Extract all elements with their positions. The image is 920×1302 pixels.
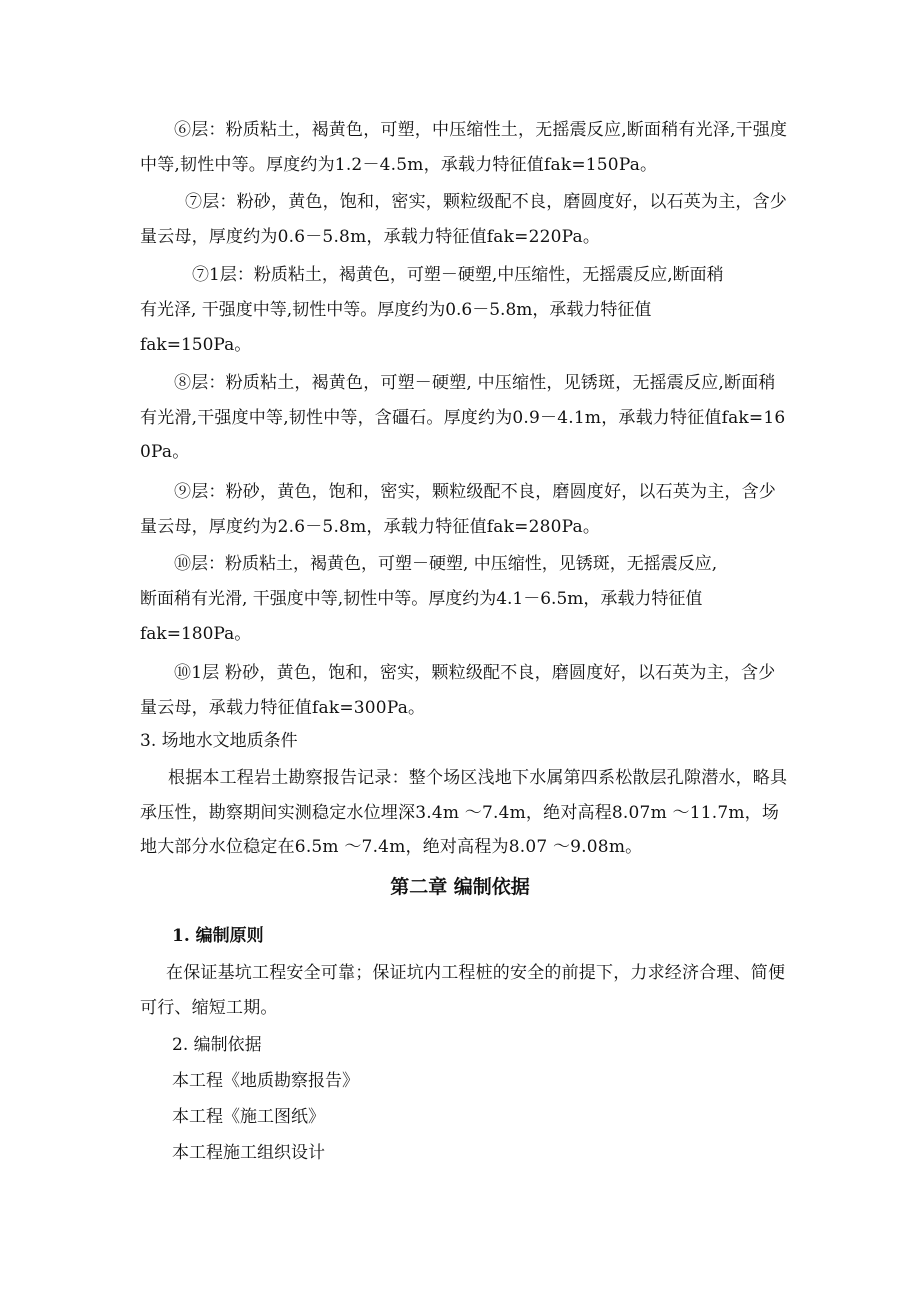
paragraph-layer-7-1-line1: ⑦1层：粉质粘土，褐黄色，可塑－硬塑,中压缩性，无摇震反应,断面稍 [192, 265, 724, 285]
section-3-body: 根据本工程岩土勘察报告记录：整个场区浅地下水属第四系松散层孔隙潜水，略具承压性，勘察期间实测稳定水位埋深3.4m ～7.4m，绝对高程8.07m ～11.7m，场地大部分水位稳定在6.5m ～7.4m，绝对高程为8.07 ～9.08m。 [140, 768, 788, 857]
paragraph-layer-10-line1: ⑩层：粉质粘土，褐黄色，可塑－硬塑, 中压缩性，见锈斑，无摇震反应, [174, 554, 718, 574]
paragraph-layer-9: ⑨层：粉砂，黄色，饱和，密实，颗粒级配不良，磨圆度好，以石英为主，含少量云母，厚度约为2.6－5.8m，承载力特征值fak=280Pa。 [140, 482, 776, 537]
chapter-2-title: 第二章 编制依据 [390, 876, 530, 898]
basis-heading: 2. 编制依据 [172, 1035, 262, 1055]
principle-heading: 1. 编制原则 [172, 926, 264, 946]
section-3-heading: 3. 场地水文地质条件 [140, 731, 298, 751]
basis-item: 本工程《施工图纸》 [172, 1107, 325, 1127]
paragraph-layer-10-line2: 断面稍有光滑, 干强度中等,韧性中等。厚度约为4.1－6.5m，承载力特征值 [140, 589, 703, 609]
paragraph-layer-7: ⑦层：粉砂，黄色，饱和，密实，颗粒级配不良，磨圆度好，以石英为主，含少量云母，厚度约为0.6－5.8m，承载力特征值fak=220Pa。 [140, 192, 787, 247]
paragraph-layer-6: ⑥层：粉质粘土，褐黄色，可塑，中压缩性土，无摇震反应,断面稍有光泽,干强度中等,韧性中等。厚度约为1.2－4.5m，承载力特征值fak=150Pa。 [140, 120, 788, 175]
principle-body: 在保证基坑工程安全可靠；保证坑内工程桩的安全的前提下，力求经济合理、简便可行、缩短工期。 [140, 963, 786, 1018]
basis-item: 本工程施工组织设计 [172, 1143, 325, 1163]
paragraph-layer-10-line3: fak=180Pa。 [140, 624, 252, 644]
basis-item: 本工程《地质勘察报告》 [172, 1071, 359, 1091]
paragraph-layer-7-1-line3: fak=150Pa。 [140, 335, 252, 355]
paragraph-layer-10-1: ⑩1层 粉砂，黄色，饱和，密实，颗粒级配不良，磨圆度好，以石英为主，含少量云母，承载力特征值fak=300Pa。 [140, 663, 776, 718]
paragraph-layer-8: ⑧层：粉质粘土，褐黄色，可塑－硬塑, 中压缩性，见锈斑，无摇震反应,断面稍有光滑,干强度中等,韧性中等，含礓石。厚度约为0.9－4.1m，承载力特征值fak=160Pa。 [140, 373, 786, 462]
paragraph-layer-7-1-line2: 有光泽, 干强度中等,韧性中等。厚度约为0.6－5.8m，承载力特征值 [140, 300, 652, 320]
